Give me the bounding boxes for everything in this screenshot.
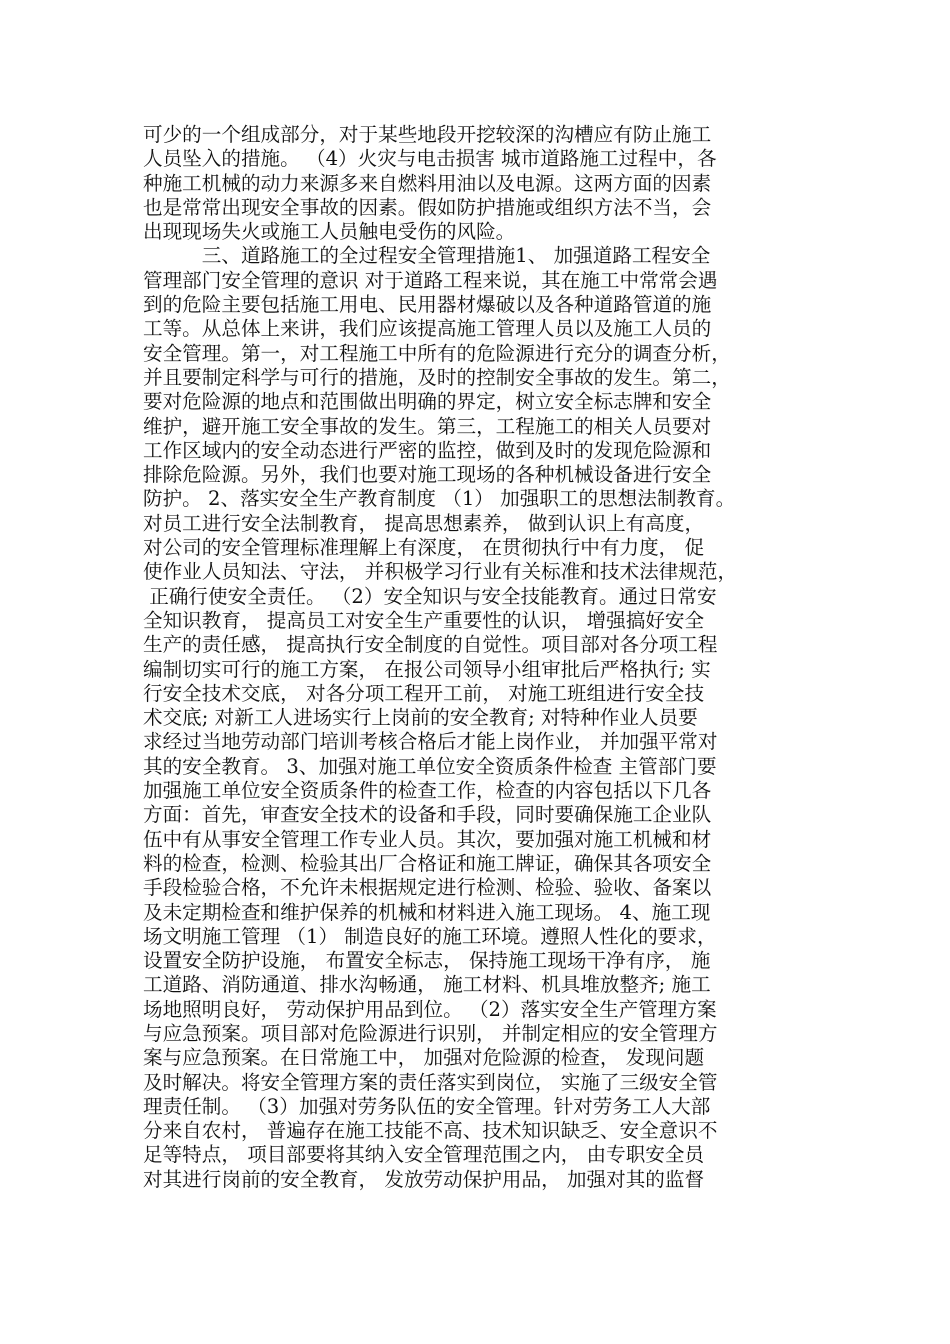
text-line: 管理部门安全管理的意识 对于道路工程来说，其在施工中常常会遇 [143, 268, 718, 292]
text-line: 也是常常出现安全事故的因素。假如防护措施或组织方法不当，会 [143, 195, 712, 219]
text-line: 排除危险源。另外，我们也要对施工现场的各种机械设备进行安全 [143, 463, 712, 487]
text-line: 行安全技术交底， 对各分项工程开工前， 对施工班组进行安全技 [143, 681, 705, 705]
text-line: 安全管理。第一，对工程施工中所有的危险源进行充分的调查分析， [143, 341, 731, 365]
text-line: 工道路、消防通道、排水沟畅通， 施工材料、机具堆放整齐; 施工 [143, 973, 711, 997]
text-line: 方面：首先，审查安全技术的设备和手段，同时要确保施工企业队 [143, 803, 712, 827]
text-line: 可少的一个组成部分，对于某些地段开挖较深的沟槽应有防止施工 [143, 123, 712, 146]
body-text [143, 123, 823, 1192]
text-line: 料的检查，检测、检验其出厂合格证和施工牌证，确保其各项安全 [143, 851, 712, 875]
text-line: 要对危险源的地点和范围做出明确的界定，树立安全标志牌和安全 [143, 390, 712, 414]
text-line: 工作区域内的安全动态进行严密的监控，做到及时的发现危险源和 [143, 438, 712, 462]
text-line: 种施工机械的动力来源多来自燃料用油以及电源。这两方面的因素 [143, 171, 712, 195]
text-line: 对公司的安全管理标准理解上有深度， 在贯彻执行中有力度， 促 [143, 536, 705, 560]
text-line: 对其进行岗前的安全教育， 发放劳动保护用品， 加强对其的监督 [143, 1167, 705, 1191]
text-line: 并且要制定科学与可行的措施，及时的控制安全事故的发生。第二， [143, 365, 731, 389]
text-line: 三、道路施工的全过程安全管理措施1、 加强道路工程安全 [143, 244, 711, 268]
text-line: 手段检验合格，不允许未根据规定进行检测、检验、验收、备案以 [143, 876, 712, 900]
text-line: 人员坠入的措施。 （4）火灾与电击损害 城市道路施工过程中，各 [143, 147, 717, 171]
text-line: 理责任制。 （3）加强对劳务队伍的安全管理。针对劳务工人大部 [143, 1094, 711, 1118]
text-line: 场地照明良好， 劳动保护用品到位。 （2）落实安全生产管理方案 [143, 997, 717, 1021]
text-line: 求经过当地劳动部门培训考核合格后才能上岗作业， 并加强平常对 [143, 730, 718, 754]
text-line: 全知识教育， 提高员工对安全生产重要性的认识， 增强搞好安全 [143, 608, 705, 632]
text-line: 及时解决。将安全管理方案的责任落实到岗位， 实施了三级安全管 [143, 1070, 718, 1094]
text-line: 及未定期检查和维护保养的机械和材料进入施工现场。 4、施工现 [143, 900, 711, 924]
text-line: 正确行使安全责任。 （2）安全知识与安全技能教育。通过日常安 [143, 584, 717, 608]
text-line: 到的危险主要包括施工用电、民用器材爆破以及各种道路管道的施 [143, 293, 712, 317]
text-line: 术交底; 对新工人进场实行上岗前的安全教育; 对特种作业人员要 [143, 706, 698, 730]
text-line: 其的安全教育。 3、加强对施工单位安全资质条件检查 主管部门要 [143, 754, 717, 778]
text-line: 案与应急预案。在日常施工中， 加强对危险源的检查， 发现问题 [143, 1046, 705, 1070]
text-line: 场文明施工管理 （1） 制造良好的施工环境。遵照人性化的要求， [143, 924, 717, 948]
text-line: 生产的责任感， 提高执行安全制度的自觉性。项目部对各分项工程 [143, 633, 718, 657]
text-line: 对员工进行安全法制教育， 提高思想素养， 做到认识上有高度， [143, 511, 705, 535]
text-line: 出现现场失火或施工人员触电受伤的风险。 [143, 220, 516, 244]
text-line: 维护，避开施工安全事故的发生。第三，工程施工的相关人员要对 [143, 414, 712, 438]
text-line: 防护。 2、落实安全生产教育制度 （1） 加强职工的思想法制教育。 [143, 487, 736, 511]
text-line: 编制切实可行的施工方案， 在报公司领导小组审批后严格执行; 实 [143, 657, 711, 681]
text-line: 与应急预案。项目部对危险源进行识别， 并制定相应的安全管理方 [143, 1021, 718, 1045]
text-line: 加强施工单位安全资质条件的检查工作，检查的内容包括以下几各 [143, 779, 712, 803]
text-line: 使作业人员知法、守法， 并积极学习行业有关标准和技术法律规范， [143, 560, 738, 584]
text-line: 工等。从总体上来讲，我们应该提高施工管理人员以及施工人员的 [143, 317, 712, 341]
text-line: 分来自农村， 普遍存在施工技能不高、技术知识缺乏、安全意识不 [143, 1119, 718, 1143]
text-line: 设置安全防护设施， 布置安全标志， 保持施工现场干净有序， 施 [143, 949, 711, 973]
text-line: 伍中有从事安全管理工作专业人员。其次，要加强对施工机械和材 [143, 827, 712, 851]
text-line: 足等特点， 项目部要将其纳入安全管理范围之内， 由专职安全员 [143, 1143, 705, 1167]
